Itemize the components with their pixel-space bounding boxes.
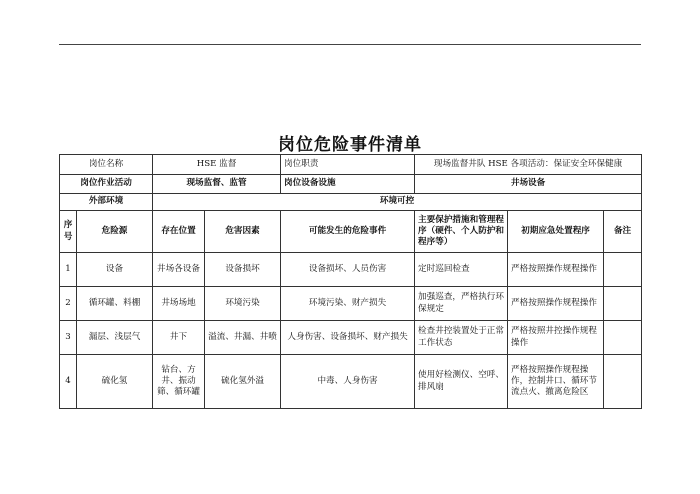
- table-row: [60, 321, 642, 355]
- activity-value: 现场监督、监管: [153, 175, 281, 194]
- row-remarks: [604, 355, 642, 409]
- col-source: 危险源: [77, 211, 153, 253]
- row-measures: 使用好检测仪、空呼、排风扇: [415, 355, 508, 409]
- duty-label: 岗位职责: [281, 155, 415, 175]
- row-source: 漏层、浅层气: [77, 321, 153, 355]
- row-event: 设备损坏、人员伤害: [281, 253, 415, 287]
- duty-value: 现场监督井队 HSE 各项活动：保证安全环保健康: [415, 155, 642, 175]
- hazard-table: [59, 154, 642, 409]
- col-location: 存在位置: [153, 211, 205, 253]
- equipment-value: 井场设备: [415, 175, 642, 194]
- table-row: [60, 287, 642, 321]
- row-location: 钻台、方井、振动筛、循环罐: [153, 355, 205, 409]
- post-name-value: HSE 监督: [153, 155, 281, 175]
- col-factor: 危害因素: [205, 211, 281, 253]
- row-seq: 2: [60, 287, 77, 321]
- table-row: [60, 355, 642, 409]
- row-location: 井场场地: [153, 287, 205, 321]
- row-factor: 设备损坏: [205, 253, 281, 287]
- row-source: 循环罐、料棚: [77, 287, 153, 321]
- column-header-row: [60, 211, 642, 253]
- row-remarks: [604, 287, 642, 321]
- row-measures: 定时巡回检查: [415, 253, 508, 287]
- row-factor: 硫化氢外溢: [205, 355, 281, 409]
- row-remarks: [604, 321, 642, 355]
- row-location: 井下: [153, 321, 205, 355]
- environment-value: 环境可控: [153, 194, 642, 211]
- post-name-label: 岗位名称: [60, 155, 153, 175]
- row-emergency: 严格按照井控操作规程操作: [508, 321, 604, 355]
- row-event: 中毒、人身伤害: [281, 355, 415, 409]
- row-source: 硫化氢: [77, 355, 153, 409]
- info-row-environment: [60, 194, 642, 211]
- row-seq: 3: [60, 321, 77, 355]
- activity-label: 岗位作业活动: [60, 175, 153, 194]
- header-rule: [59, 44, 641, 45]
- document-title: 岗位危险事件清单: [278, 135, 422, 155]
- col-remarks: 备注: [604, 211, 642, 253]
- row-measures: 检查井控装置处于正常工作状态: [415, 321, 508, 355]
- col-event: 可能发生的危险事件: [281, 211, 415, 253]
- row-measures: 加强巡查，严格执行环保规定: [415, 287, 508, 321]
- info-row-post: [60, 155, 642, 175]
- col-emergency: 初期应急处置程序: [508, 211, 604, 253]
- col-seq: 序号: [60, 211, 77, 253]
- row-seq: 4: [60, 355, 77, 409]
- row-seq: 1: [60, 253, 77, 287]
- col-measures: 主要保护措施和管理程序（硬件、个人防护和程序等）: [415, 211, 508, 253]
- equipment-label: 岗位设备设施: [281, 175, 415, 194]
- environment-label: 外部环境: [60, 194, 153, 211]
- row-emergency: 严格按照操作规程操作: [508, 287, 604, 321]
- row-location: 井场各设备: [153, 253, 205, 287]
- row-emergency: 严格按照操作规程操作: [508, 253, 604, 287]
- row-remarks: [604, 253, 642, 287]
- table-row: [60, 253, 642, 287]
- info-row-activity: [60, 175, 642, 194]
- row-factor: 溢流、井漏、井喷: [205, 321, 281, 355]
- row-factor: 环境污染: [205, 287, 281, 321]
- row-event: 人身伤害、设备损坏、财产损失: [281, 321, 415, 355]
- row-source: 设备: [77, 253, 153, 287]
- row-event: 环境污染、财产损失: [281, 287, 415, 321]
- row-emergency: 严格按照操作规程操作，控制井口、循环节流点火、撤离危险区: [508, 355, 604, 409]
